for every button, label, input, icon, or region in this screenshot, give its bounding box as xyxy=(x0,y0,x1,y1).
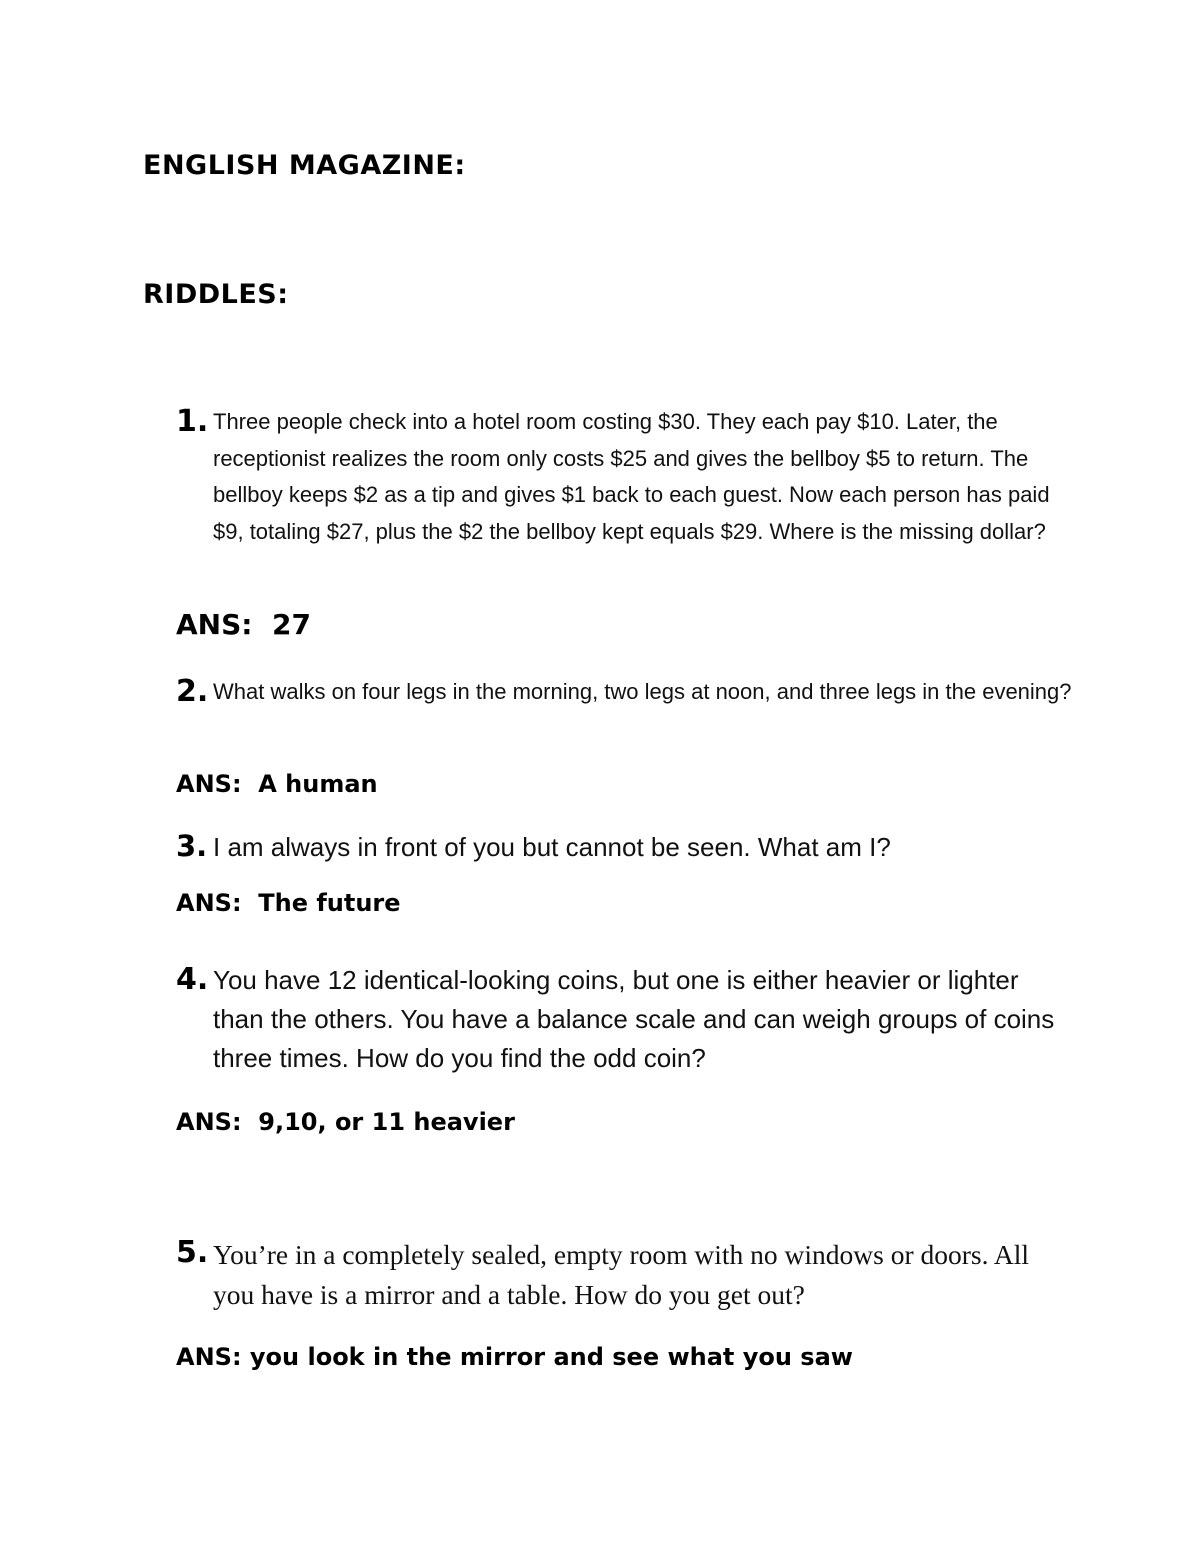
riddle-question: I am always in front of you but cannot be seen. What am I? xyxy=(213,832,891,862)
riddle-question: Three people check into a hotel room costing $30. They each pay $10. Later, the receptionist realizes the room only costs $25 and gives the bellboy $5 to return. The bellboy keeps $2 as a tip and gives $1 back to each guest. Now each person has paid $9, totaling $27, plus the $2 the bellboy kept equals $29. Where is the missing dollar? xyxy=(213,409,1050,544)
riddle-question: What walks on four legs in the morning, two legs at noon, and three legs in the evening? xyxy=(213,679,1072,704)
riddle-number: 3. xyxy=(176,829,208,863)
riddle-2 xyxy=(176,674,1076,711)
riddle-5 xyxy=(176,1235,1076,1315)
riddle-answer: ANS: 27 xyxy=(176,608,311,641)
riddle-number: 4. xyxy=(176,962,209,997)
riddle-answer: ANS: A human xyxy=(176,770,378,798)
riddle-number: 1. xyxy=(176,404,209,439)
riddle-question: You’re in a completely sealed, empty room with no windows or doors. All you have is a mirror and a table. How do you get out? xyxy=(213,1239,1029,1310)
riddle-number: 5. xyxy=(176,1235,209,1270)
riddle-1 xyxy=(176,404,1076,550)
riddle-answer: ANS: you look in the mirror and see what you saw xyxy=(176,1343,853,1371)
riddle-4 xyxy=(176,961,1076,1078)
riddle-answer: ANS: The future xyxy=(176,889,401,917)
riddle-3 xyxy=(176,828,1076,866)
riddle-question: You have 12 identical-looking coins, but one is either heavier or lighter than the others. You have a balance scale and can weigh groups of coins three times. How do you find the odd coin? xyxy=(213,965,1055,1073)
riddle-number: 2. xyxy=(176,674,209,709)
section-heading: RIDDLES: xyxy=(143,279,289,310)
riddle-answer: ANS: 9,10, or 11 heavier xyxy=(176,1108,515,1136)
document-title: ENGLISH MAGAZINE: xyxy=(143,150,466,181)
